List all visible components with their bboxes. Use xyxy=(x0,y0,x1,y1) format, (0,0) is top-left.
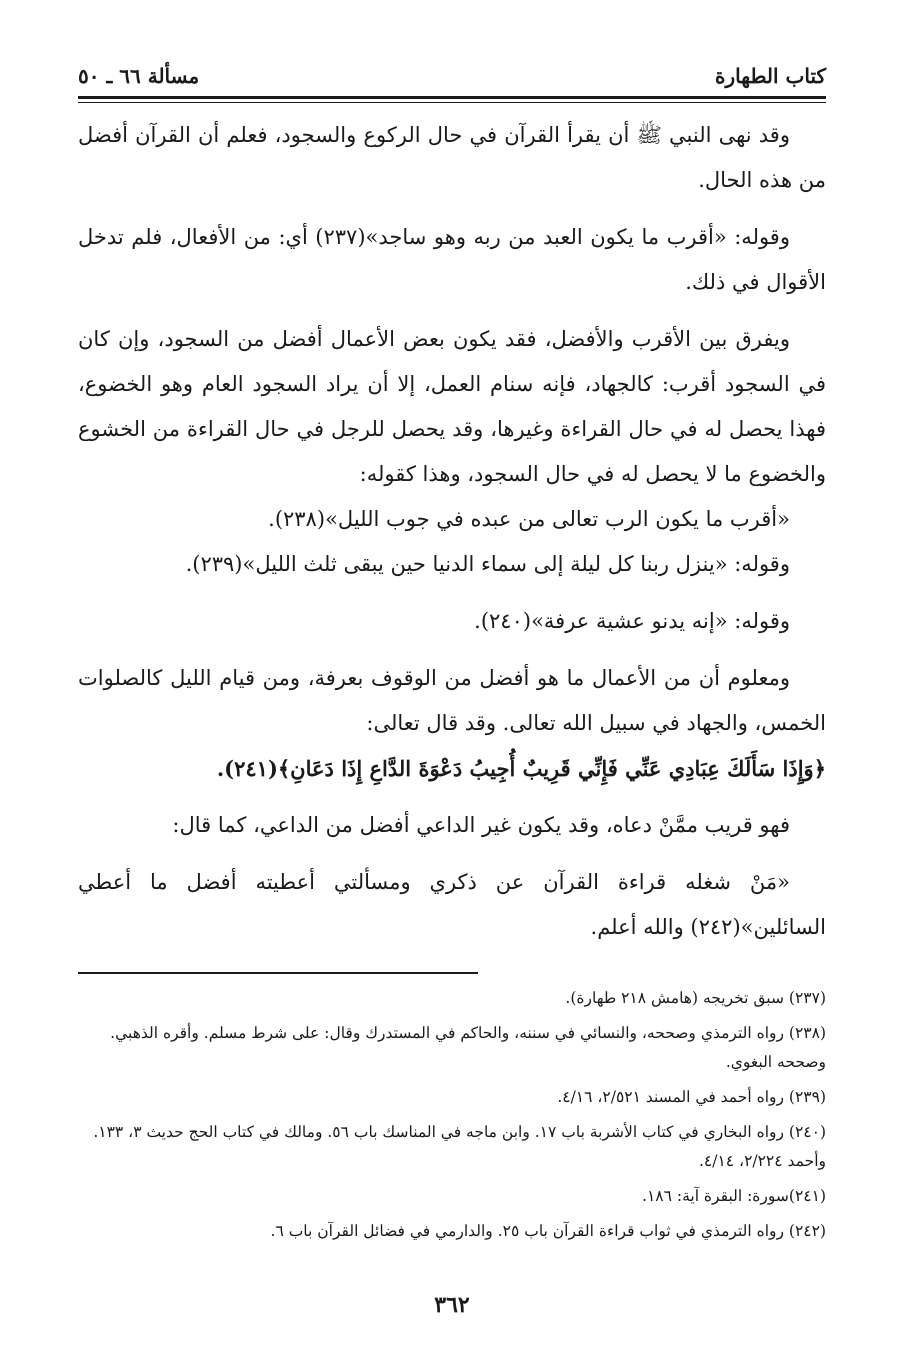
paragraph-2: وقوله: «أقرب ما يكون العبد من ربه وهو ساجد»(٢٣٧) أي: من الأفعال، فلم تدخل الأقوال في ذلك. xyxy=(78,225,826,294)
main-text xyxy=(78,113,826,950)
header-issue-range: مسألة ٦٦ ـ ٥٠ xyxy=(78,64,200,88)
paragraph-3: ويفرق بين الأقرب والأفضل، فقد يكون بعض الأعمال أفضل من السجود، وإن كان في السجود أقرب: كالجهاد، فإنه سنام العمل، إلا أن يراد السجود العام وهو الخضوع، فهذا يحصل له في حال القراءة وغيرها، وقد يحصل للرجل في حال القراءة من الخشوع والخضوع ما لا يحصل له في حال السجود، وهذا كقوله: xyxy=(78,327,827,486)
header-rule-thick xyxy=(78,96,826,99)
hadith-quote-3: وقوله: «إنه يدنو عشية عرفة»(٢٤٠). xyxy=(474,609,790,633)
footnote-239: (٢٣٩) رواه أحمد في المسند ٢/٥٢١، ٤/١٦. xyxy=(557,1088,826,1106)
page-number: ٣٦٢ xyxy=(434,1292,470,1318)
quran-verse: ﴿وَإِذَا سَأَلَكَ عِبَادِي عَنِّي فَإِنِّي قَرِيبٌ أُجِيبُ دَعْوَةَ الدَّاعِ إِذَا دَعَانِ﴾(٢٤١). xyxy=(216,756,826,781)
paragraph-4: ومعلوم أن من الأعمال ما هو أفضل من الوقوف بعرفة، ومن قيام الليل كالصلوات الخمس، والجهاد في سبيل الله تعالى. وقد قال تعالى: xyxy=(78,666,826,735)
running-header xyxy=(78,58,826,94)
header-rule-thin xyxy=(78,102,826,103)
footnote-238: (٢٣٨) رواه الترمذي وصححه، والنسائي في سننه، والحاكم في المستدرك وقال: على شرط مسلم. وأقره الذهبي. وصححه البغوي. xyxy=(110,1024,826,1071)
footnote-241: (٢٤١)سورة: البقرة آية: ١٨٦. xyxy=(642,1187,826,1205)
header-book-title: كتاب الطهارة xyxy=(715,64,826,88)
paragraph-1: وقد نهى النبي ﷺ أن يقرأ القرآن في حال الركوع والسجود، فعلم أن القرآن أفضل من هذه الحال. xyxy=(78,123,826,192)
footnote-237: (٢٣٧) سبق تخريجه (هامش ٢١٨ طهارة). xyxy=(565,989,826,1007)
footnote-242: (٢٤٢) رواه الترمذي في ثواب قراءة القرآن باب ٢٥. والدارمي في فضائل القرآن باب ٦. xyxy=(270,1222,826,1240)
document-page xyxy=(78,58,826,1318)
hadith-quote-2: وقوله: «ينزل ربنا كل ليلة إلى سماء الدنيا حين يبقى ثلث الليل»(٢٣٩). xyxy=(185,552,790,576)
footnotes xyxy=(78,984,826,1246)
paragraph-5: فهو قريب ممَّنْ دعاه، وقد يكون غير الداعي أفضل من الداعي، كما قال: xyxy=(172,813,790,837)
paragraph-6: «مَنْ شغله قراءة القرآن عن ذكري ومسألتي أعطيته أفضل ما أعطي السائلين»(٢٤٢) والله أعلم. xyxy=(78,870,826,939)
footnote-separator xyxy=(78,972,478,974)
footnote-240: (٢٤٠) رواه البخاري في كتاب الأشربة باب ١٧. وابن ماجه في المناسك باب ٥٦. ومالك في كتاب الحج حديث ٣، ١٣٣. وأحمد ٢/٢٢٤، ٤/١٤. xyxy=(93,1123,826,1170)
hadith-quote-1: «أقرب ما يكون الرب تعالى من عبده في جوب الليل»(٢٣٨). xyxy=(268,507,790,531)
